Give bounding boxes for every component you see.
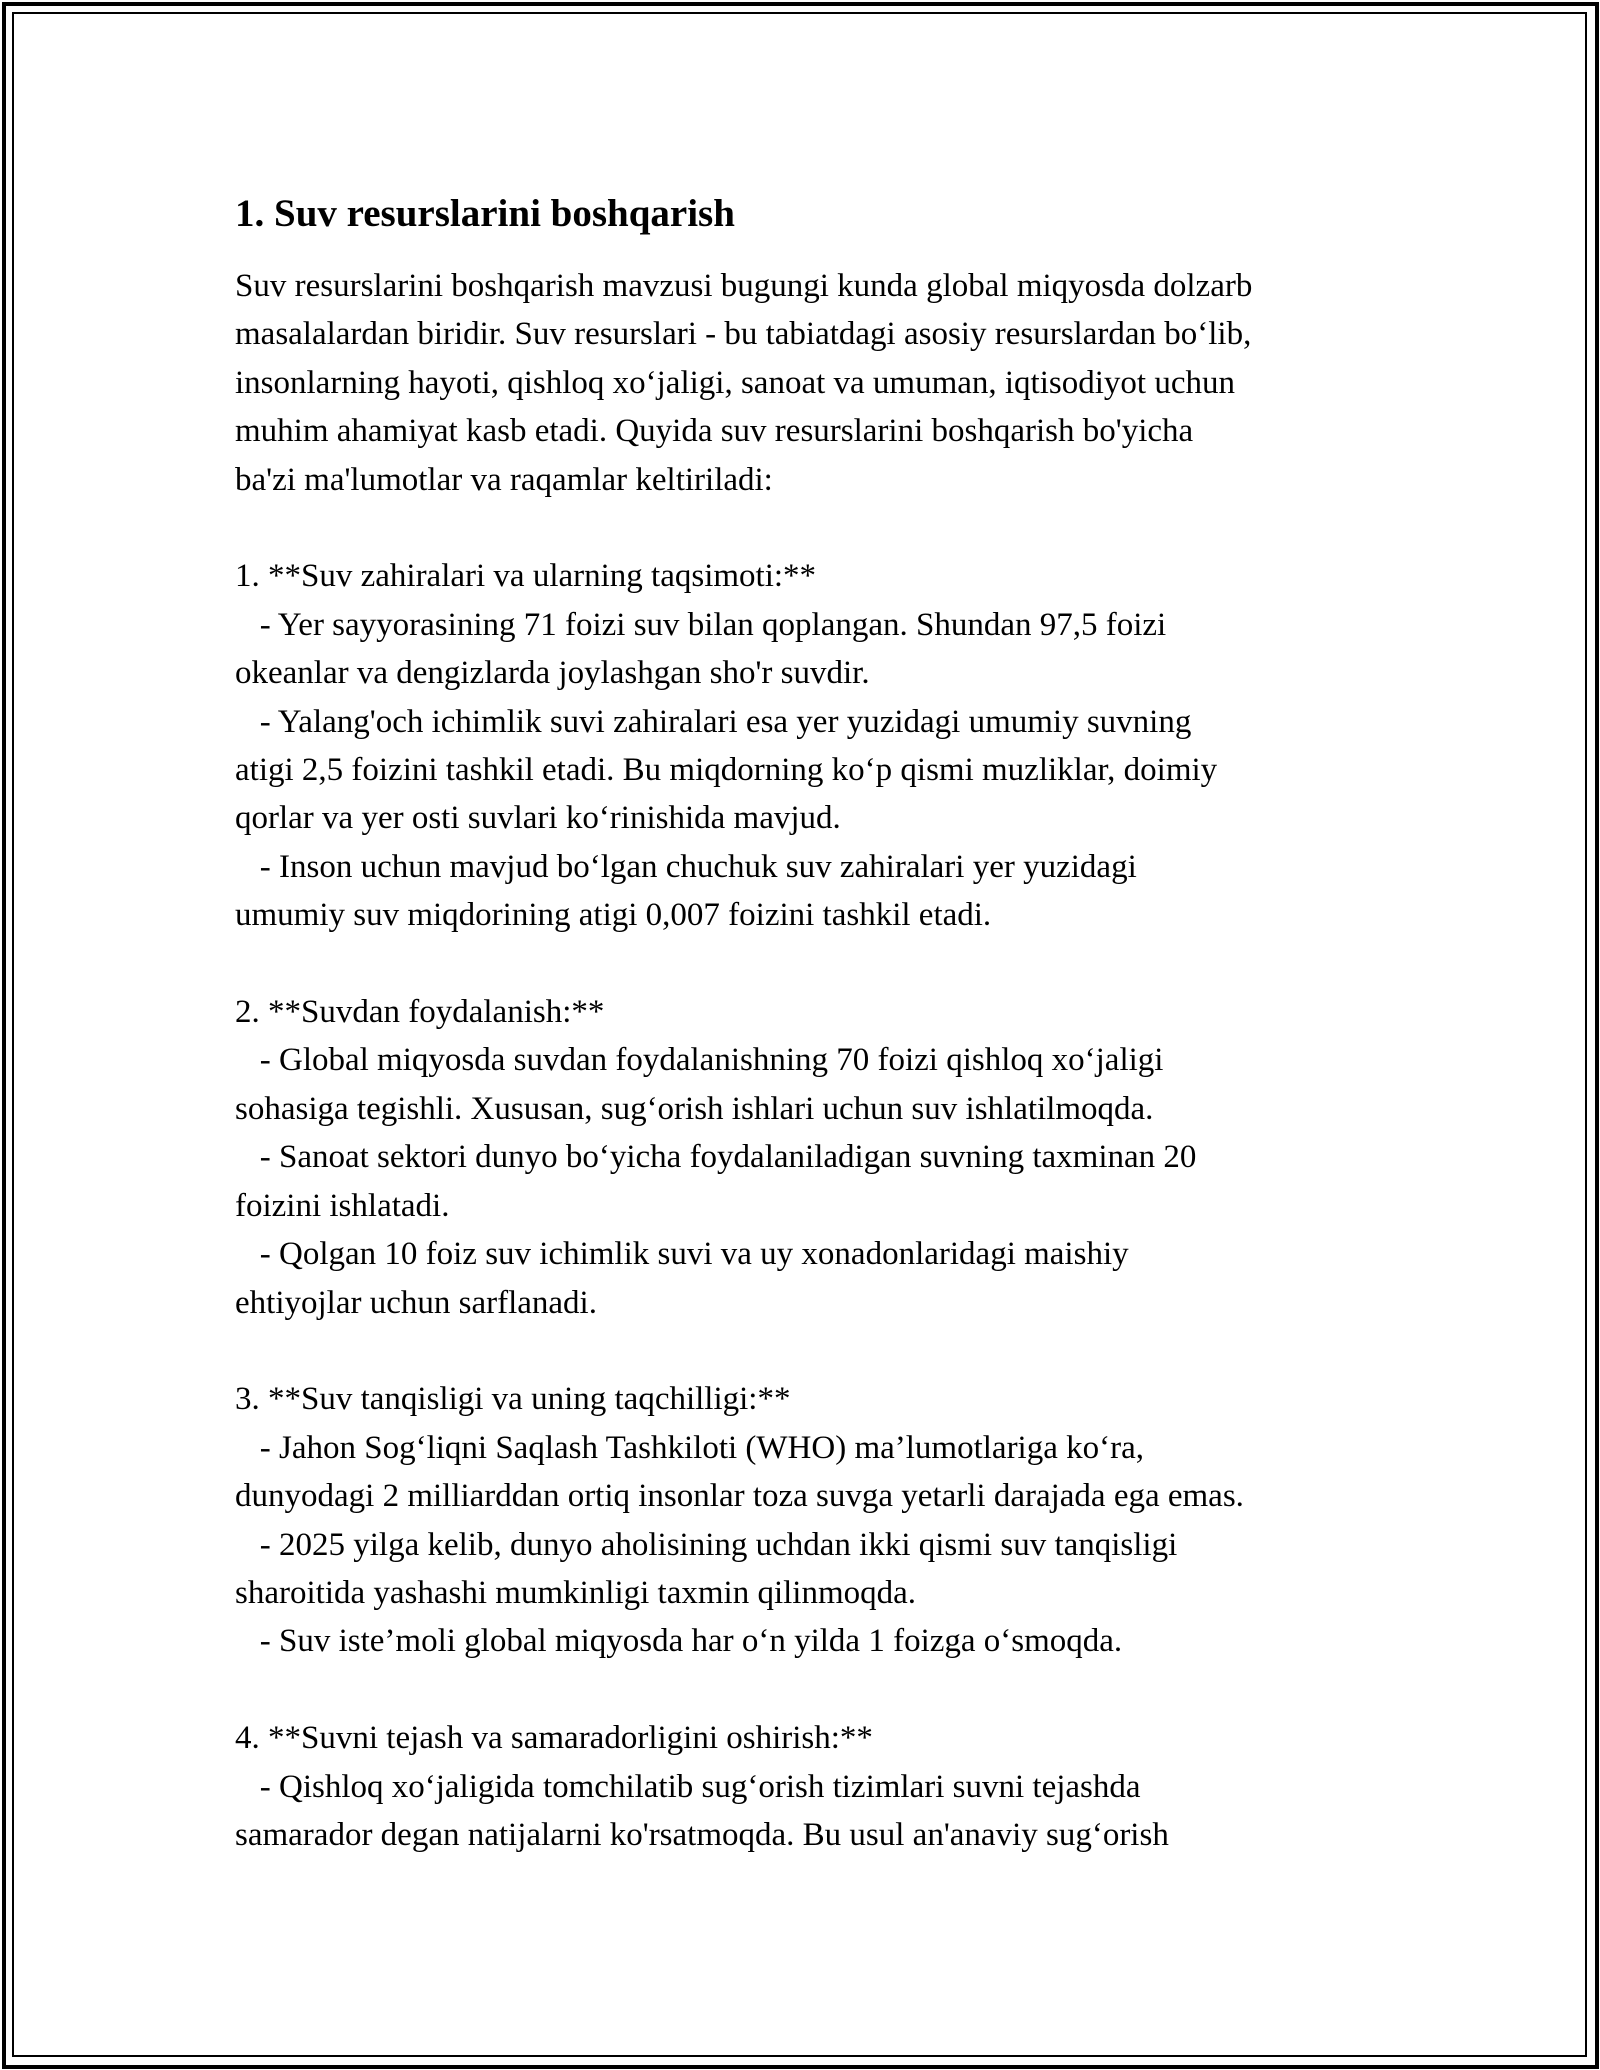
paragraph-gap (235, 504, 1385, 552)
document-body (235, 188, 1385, 1859)
text-line: sohasiga tegishli. Xususan, sug‘orish ishlari uchun suv ishlatilmoqda. (235, 1090, 1154, 1127)
text-line: sharoitida yashashi mumkinligi taxmin qilinmoqda. (235, 1574, 917, 1611)
text-line: - Inson uchun mavjud bo‘lgan chuchuk suv zahiralari yer yuzidagi (235, 848, 1137, 885)
section-title: 3. **Suv tanqisligi va uning taqchilligi:** (235, 1381, 791, 1418)
section-3 (235, 1375, 1385, 1665)
text-line: ehtiyojlar uchun sarflanadi. (235, 1284, 597, 1321)
text-line: - Suv iste’moli global miqyosda har o‘n yilda 1 foizga o‘smoqda. (235, 1623, 1123, 1660)
text-line: - 2025 yilga kelib, dunyo aholisining uchdan ikki qismi suv tanqisligi (235, 1526, 1178, 1563)
section-2 (235, 988, 1385, 1327)
text-line: - Yalang'och ichimlik suvi zahiralari esa yer yuzidagi umumiy suvning (235, 703, 1192, 740)
section-4 (235, 1714, 1385, 1859)
text-line: - Qishloq xo‘jaligida tomchilatib sug‘orish tizimlari suvni tejashda (235, 1768, 1141, 1805)
page-title: 1. Suv resurslarini boshqarish (235, 192, 735, 235)
text-line: dunyodagi 2 milliarddan ortiq insonlar toza suvga yetarli darajada ega emas. (235, 1478, 1244, 1515)
intro-paragraph (235, 262, 1385, 504)
section-title: 4. **Suvni tejash va samaradorligini oshirish:** (235, 1720, 873, 1757)
text-line: samarador degan natijalarni ko'rsatmoqda. Bu usul an'anaviy sug‘orish (235, 1816, 1169, 1853)
text-line: ba'zi ma'lumotlar va raqamlar keltiriladi: (235, 461, 773, 498)
text-line: - Qolgan 10 foiz suv ichimlik suvi va uy xonadonlaridagi maishiy (235, 1236, 1129, 1273)
text-line: masalalardan biridir. Suv resurslari - bu tabiatdagi asosiy resurslardan bo‘lib, (235, 316, 1252, 353)
text-line: - Jahon Sog‘liqni Saqlash Tashkiloti (WHO) ma’lumotlariga ko‘ra, (235, 1429, 1144, 1466)
text-line: - Sanoat sektori dunyo bo‘yicha foydalaniladigan suvning taxminan 20 (235, 1139, 1197, 1176)
text-line: umumiy suv miqdorining atigi 0,007 foizini tashkil etadi. (235, 897, 992, 934)
text-line: okeanlar va dengizlarda joylashgan sho'r suvdir. (235, 655, 870, 692)
text-line: - Global miqyosda suvdan foydalanishning 70 foizi qishloq xo‘jaligi (235, 1042, 1164, 1079)
text-line: qorlar va yer osti suvlari ko‘rinishida mavjud. (235, 800, 841, 837)
section-title: 2. **Suvdan foydalanish:** (235, 994, 605, 1031)
text-line: foizini ishlatadi. (235, 1187, 450, 1224)
text-line: Suv resurslarini boshqarish mavzusi bugungi kunda global miqyosda dolzarb (235, 268, 1253, 304)
section-1 (235, 552, 1385, 939)
text-line: muhim ahamiyat kasb etadi. Quyida suv resurslarini boshqarish bo'yicha (235, 413, 1194, 450)
text-line: atigi 2,5 foizini tashkil etadi. Bu miqdorning ko‘p qismi muzliklar, doimiy (235, 752, 1218, 789)
paragraph-gap (235, 1327, 1385, 1375)
text-line: insonlarning hayoti, qishloq xo‘jaligi, sanoat va umuman, iqtisodiyot uchun (235, 364, 1235, 401)
paragraph-gap (235, 1666, 1385, 1714)
paragraph-gap (235, 940, 1385, 988)
text-line: - Yer sayyorasining 71 foizi suv bilan qoplangan. Shundan 97,5 foizi (235, 606, 1167, 643)
section-title: 1. **Suv zahiralari va ularning taqsimoti:** (235, 558, 817, 595)
